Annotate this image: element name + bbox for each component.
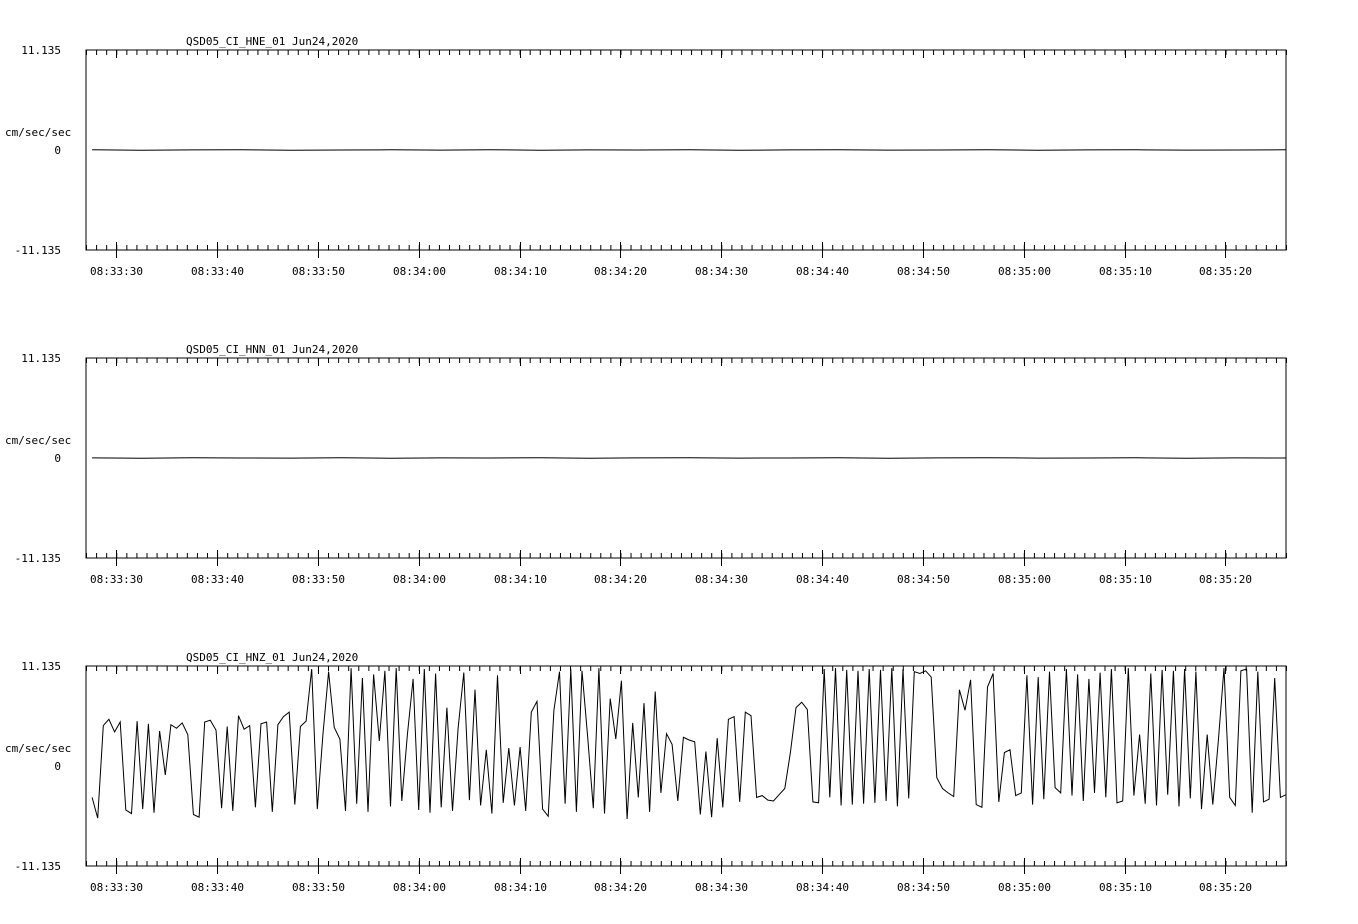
waveform-trace-3 xyxy=(92,668,1286,819)
x-tick-label-2-12: 08:35:20 xyxy=(1199,573,1252,586)
x-tick-label-2-8: 08:34:40 xyxy=(796,573,849,586)
x-tick-label-1-5: 08:34:10 xyxy=(494,265,547,278)
x-tick-label-2-9: 08:34:50 xyxy=(897,573,950,586)
x-tick-label-3-1: 08:33:30 xyxy=(90,881,143,894)
x-tick-label-2-4: 08:34:00 xyxy=(393,573,446,586)
x-tick-label-2-6: 08:34:20 xyxy=(594,573,647,586)
x-tick-label-2-2: 08:33:40 xyxy=(191,573,244,586)
panel-title-1: QSD05_CI_HNE_01 Jun24,2020 xyxy=(186,35,359,48)
x-tick-label-1-9: 08:34:50 xyxy=(897,265,950,278)
x-tick-label-3-5: 08:34:10 xyxy=(494,881,547,894)
y-axis-label-3: cm/sec/sec xyxy=(5,742,72,755)
x-tick-label-3-9: 08:34:50 xyxy=(897,881,950,894)
x-tick-label-1-4: 08:34:00 xyxy=(393,265,446,278)
x-tick-label-1-6: 08:34:20 xyxy=(594,265,647,278)
plot-frame-3 xyxy=(86,666,1286,866)
x-tick-label-2-1: 08:33:30 xyxy=(90,573,143,586)
x-tick-label-3-11: 08:35:10 xyxy=(1099,881,1152,894)
x-tick-label-1-3: 08:33:50 xyxy=(292,265,345,278)
y-tick-label-2-1: 11.135 xyxy=(21,352,61,365)
y-axis-label-1: cm/sec/sec xyxy=(5,126,72,139)
x-tick-label-2-7: 08:34:30 xyxy=(695,573,748,586)
x-tick-label-1-11: 08:35:10 xyxy=(1099,265,1152,278)
x-tick-label-2-3: 08:33:50 xyxy=(292,573,345,586)
x-tick-label-3-6: 08:34:20 xyxy=(594,881,647,894)
y-tick-label-2-2: 0 xyxy=(54,452,61,465)
x-tick-label-1-2: 08:33:40 xyxy=(191,265,244,278)
x-tick-label-3-8: 08:34:40 xyxy=(796,881,849,894)
y-tick-label-1-2: 0 xyxy=(54,144,61,157)
x-tick-label-3-4: 08:34:00 xyxy=(393,881,446,894)
x-tick-label-2-5: 08:34:10 xyxy=(494,573,547,586)
panel-title-2: QSD05_CI_HNN_01 Jun24,2020 xyxy=(186,343,359,356)
panel-title-3: QSD05_CI_HNZ_01 Jun24,2020 xyxy=(186,651,359,664)
y-tick-label-1-3: -11.135 xyxy=(14,244,61,257)
waveform-trace-1 xyxy=(92,150,1286,151)
y-tick-label-3-1: 11.135 xyxy=(21,660,61,673)
x-tick-label-3-3: 08:33:50 xyxy=(292,881,345,894)
x-tick-label-2-10: 08:35:00 xyxy=(998,573,1051,586)
x-tick-label-2-11: 08:35:10 xyxy=(1099,573,1152,586)
x-tick-label-1-8: 08:34:40 xyxy=(796,265,849,278)
x-tick-label-3-2: 08:33:40 xyxy=(191,881,244,894)
y-tick-label-1-1: 11.135 xyxy=(21,44,61,57)
y-tick-label-3-3: -11.135 xyxy=(14,860,61,873)
x-tick-label-3-12: 08:35:20 xyxy=(1199,881,1252,894)
x-tick-label-1-7: 08:34:30 xyxy=(695,265,748,278)
y-axis-label-2: cm/sec/sec xyxy=(5,434,72,447)
x-tick-label-3-10: 08:35:00 xyxy=(998,881,1051,894)
waveform-trace-2 xyxy=(92,458,1286,459)
x-tick-label-3-7: 08:34:30 xyxy=(695,881,748,894)
x-tick-label-1-1: 08:33:30 xyxy=(90,265,143,278)
y-tick-label-3-2: 0 xyxy=(54,760,61,773)
x-tick-label-1-12: 08:35:20 xyxy=(1199,265,1252,278)
x-tick-label-1-10: 08:35:00 xyxy=(998,265,1051,278)
y-tick-label-2-3: -11.135 xyxy=(14,552,61,565)
